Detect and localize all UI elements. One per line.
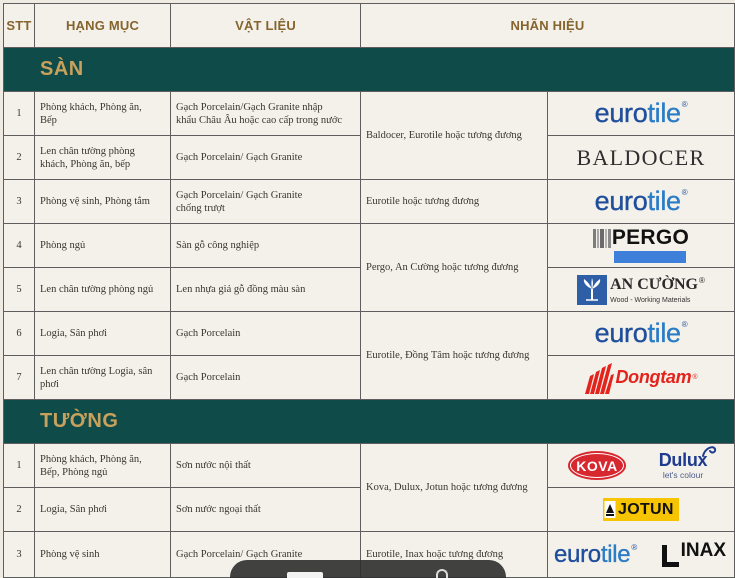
- dongtam-logo: [584, 362, 697, 394]
- registered-mark: ®: [681, 188, 688, 197]
- dulux-logo: [652, 451, 714, 480]
- category-cell: Phòng khách, Phòng ăn, Bếp, Phòng ngủ: [35, 444, 171, 488]
- category-cell: Logia, Sân phơi: [35, 312, 171, 356]
- dulux-flourish-icon: [701, 444, 717, 458]
- material-cell: Gạch Porcelain/ Gạch Granite: [171, 136, 361, 180]
- jotun-name: JOTUN: [618, 500, 674, 518]
- section-row: [4, 400, 735, 444]
- category-cell: Len chân tường phòng khách, Phòng ăn, bếp: [35, 136, 171, 180]
- an-cuong-logo: [577, 275, 705, 305]
- eurotile-logo-part1: euro: [554, 540, 601, 568]
- material-cell: Sơn nước nội thất: [171, 444, 361, 488]
- an-cuong-tagline: Wood - Working Materials: [610, 296, 691, 304]
- table-header: [4, 4, 735, 48]
- an-cuong-tree-icon: [577, 275, 607, 305]
- eurotile-logo: [595, 320, 688, 347]
- pergo-logo: [593, 228, 689, 263]
- eurotile-logo-part2: tile: [647, 98, 681, 128]
- stt-cell: 2: [4, 488, 35, 532]
- stt-cell: 5: [4, 268, 35, 312]
- logo-wrap: [548, 534, 734, 576]
- brand-cell: Baldocer, Eurotile hoặc tương đương: [361, 92, 548, 180]
- baldocer-logo: BALDOCER: [576, 144, 706, 170]
- logo-wrap: [548, 137, 734, 179]
- table-row: [4, 444, 735, 488]
- table-row: [4, 92, 735, 136]
- stt-cell: 1: [4, 92, 35, 136]
- pergo-stripes-icon: [593, 229, 611, 248]
- jotun-emblem-icon: [604, 499, 616, 520]
- registered-mark: ®: [631, 542, 637, 552]
- dongtam-name: Dongtam: [615, 367, 692, 387]
- eurotile-logo: [595, 100, 688, 127]
- dongtam-stripes-icon: [584, 362, 614, 394]
- header-category: HẠNG MỤC: [35, 4, 171, 48]
- stt-cell: 6: [4, 312, 35, 356]
- logo-wrap: [548, 181, 734, 223]
- registered-mark: ®: [698, 275, 705, 285]
- pergo-blue-bar: [614, 251, 686, 263]
- stt-cell: 3: [4, 532, 35, 578]
- dulux-name: Dulux: [658, 450, 708, 470]
- inax-mark-icon: [662, 545, 679, 567]
- brand-logo-cell: [548, 136, 735, 180]
- stt-cell: 1: [4, 444, 35, 488]
- brand-logo-cell: [548, 356, 735, 400]
- brand-logo-cell: [548, 180, 735, 224]
- material-cell: Gạch Porcelain: [171, 312, 361, 356]
- jotun-logo: [603, 498, 679, 521]
- an-cuong-name-line: [610, 276, 705, 294]
- logo-wrap: [548, 357, 734, 399]
- registered-mark: ®: [681, 320, 688, 329]
- stt-cell: 2: [4, 136, 35, 180]
- logo-wrap: [548, 489, 734, 531]
- table-row: [4, 180, 735, 224]
- eurotile-logo-part2: tile: [600, 540, 631, 568]
- category-cell: Len chân tường phòng ngủ: [35, 268, 171, 312]
- brand-cell: Kova, Dulux, Jotun hoặc tương đương: [361, 444, 548, 532]
- header-stt: STT: [4, 4, 35, 48]
- material-cell: Gạch Porcelain/ Gạch Granite chống trượt: [171, 180, 361, 224]
- kova-logo: KOVA: [568, 451, 626, 480]
- eurotile-logo-part1: euro: [594, 186, 648, 216]
- brand-cell: Eurotile, Đồng Tâm hoặc tương đương: [361, 312, 548, 400]
- brand-logo-cell: [548, 224, 735, 268]
- eurotile-logo-part2: tile: [647, 318, 681, 348]
- brand-logo-cell: [548, 312, 735, 356]
- material-cell: Gạch Porcelain/Gạch Granite nhập khẩu Châu Âu hoặc cao cấp trong nước: [171, 92, 361, 136]
- eurotile-logo-part2: tile: [647, 186, 681, 216]
- table-row: [4, 312, 735, 356]
- header-brand: NHÃN HIỆU: [361, 4, 735, 48]
- viewer-toolbar: [230, 560, 506, 578]
- brand-logo-cell: [548, 488, 735, 532]
- eurotile-logo-part1: euro: [594, 318, 648, 348]
- material-cell: Sơn nước ngoại thất: [171, 488, 361, 532]
- category-cell: Phòng ngủ: [35, 224, 171, 268]
- dulux-tagline: let's colour: [662, 470, 704, 480]
- brand-cell: Eurotile, Inax hoặc tương đương: [361, 532, 548, 578]
- logo-wrap: [548, 445, 734, 487]
- logo-wrap: [548, 225, 734, 267]
- category-cell: Phòng vệ sinh, Phòng tắm: [35, 180, 171, 224]
- brand-logo-cell: [548, 532, 735, 578]
- stt-cell: 4: [4, 224, 35, 268]
- eurotile-logo-part1: euro: [594, 98, 648, 128]
- registered-mark: ®: [692, 374, 698, 381]
- logo-wrap: [548, 93, 734, 135]
- category-cell: Phòng vệ sinh: [35, 532, 171, 578]
- category-cell: Logia, Sân phơi: [35, 488, 171, 532]
- section-title: SÀN: [4, 48, 735, 92]
- table-row: [4, 224, 735, 268]
- inax-name: INAX: [680, 539, 726, 561]
- page-number-input[interactable]: [287, 572, 323, 578]
- material-cell: Len nhựa giả gỗ đồng màu sàn: [171, 268, 361, 312]
- an-cuong-name: AN CƯỜNG: [610, 275, 698, 293]
- category-cell: Phòng khách, Phòng ăn, Bếp: [35, 92, 171, 136]
- material-cell: Gạch Porcelain: [171, 356, 361, 400]
- logo-wrap: [548, 269, 734, 311]
- category-cell: Len chân tường Logia, sân phơi: [35, 356, 171, 400]
- pergo-name: PERGO: [611, 226, 690, 249]
- an-cuong-wordmark: [610, 276, 705, 304]
- eurotile-logo: [554, 540, 637, 568]
- inax-logo: [662, 539, 726, 568]
- zoom-icon[interactable]: [436, 569, 448, 578]
- materials-table: [3, 3, 735, 578]
- brand-logo-cell: [548, 92, 735, 136]
- logo-wrap: [548, 313, 734, 355]
- material-cell: Sàn gỗ công nghiệp: [171, 224, 361, 268]
- stt-cell: 7: [4, 356, 35, 400]
- section-row: [4, 48, 735, 92]
- brand-logo-cell: [548, 268, 735, 312]
- brand-logo-cell: [548, 444, 735, 488]
- stt-cell: 3: [4, 180, 35, 224]
- pergo-wordmark: [612, 228, 689, 263]
- material-cell: Gạch Porcelain/ Gạch Granite: [171, 532, 361, 578]
- section-title: TƯỜNG: [4, 400, 735, 444]
- registered-mark: ®: [681, 100, 688, 109]
- eurotile-logo: [595, 188, 688, 215]
- brand-cell: Pergo, An Cường hoặc tương đương: [361, 224, 548, 312]
- header-material: VẬT LIỆU: [171, 4, 361, 48]
- brand-cell: Eurotile hoặc tương đương: [361, 180, 548, 224]
